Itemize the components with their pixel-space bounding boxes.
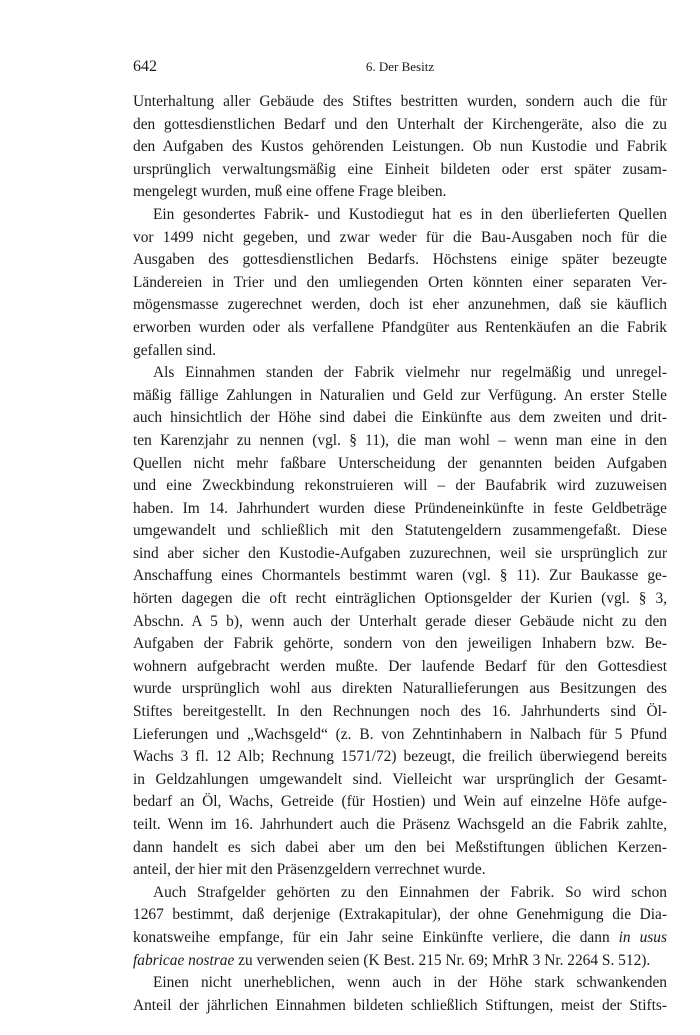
text-line: den gottesdienstlichen Bedarf und den Unterhalt der Kirchengeräte, also die zu — [133, 115, 667, 133]
page-header — [133, 58, 667, 82]
text-line: bedarf an Öl, Wachs, Getreide (für Hostien) und Wein auf einzelne Höfe aufge- — [133, 793, 667, 811]
text-line: anteil, der hier mit den Präsenzgeldern verrechnet wurde. — [133, 861, 486, 879]
text-line: Wachs 3 fl. 12 Alb; Rechnung 1571/72) bezeugt, die freilich überwiegend bereits — [133, 748, 667, 766]
text-line: fabricae nostrae zu verwenden seien (K Best. 215 Nr. 69; MrhR 3 Nr. 2264 S. 512). — [133, 951, 651, 969]
text-line: 1267 bestimmt, daß derjenige (Extrakapitular), der ohne Genehmigung die Dia- — [133, 906, 667, 924]
text-line: gefallen sind. — [133, 341, 216, 359]
text-line: Anteil der jährlichen Einnahmen bildeten schließlich Stiftungen, meist der Stifts- — [133, 996, 667, 1014]
text-line: Ländereien in Trier und den umliegenden Orten könnten einer separaten Ver- — [133, 273, 667, 291]
text-line: konatsweihe empfange, für ein Jahr seine Einkünfte verliere, die dann in usus — [133, 928, 667, 946]
text-line: vor 1499 nicht gegeben, und zwar weder für die Bau-Ausgaben noch für die — [133, 228, 667, 246]
text-line: Aufgaben der Fabrik gehörte, sondern von den jeweiligen Inhabern bzw. Be- — [133, 635, 667, 653]
text-line: und eine Zweckbindung rekonstruieren will – der Baufabrik wird zuzuweisen — [133, 477, 667, 495]
text-line: Als Einnahmen standen der Fabrik vielmehr nur regelmäßig und unregel- — [153, 364, 667, 382]
text-line: Unterhaltung aller Gebäude des Stiftes bestritten wurden, sondern auch die für — [133, 93, 667, 110]
text-line: ursprünglich verwaltungsmäßig eine Einheit bildeten oder erst später zusam- — [133, 160, 667, 178]
body-text — [133, 91, 667, 1017]
text-line: Stiftes bereitgestellt. In den Rechnungen noch des 16. Jahrhunderts sind Öl- — [133, 703, 667, 721]
text-line: Abschn. A 5 b), wenn auch der Unterhalt gerade dieser Gebäude nicht zu den — [133, 612, 667, 630]
text-line: umgewandelt und schließlich mit den Statutengeldern zusammengefaßt. Diese — [133, 522, 667, 540]
text-line: Einen nicht unerheblichen, wenn auch in der Höhe stark schwankenden — [153, 974, 667, 992]
text-line: mengelegt wurden, muß eine offene Frage bleiben. — [133, 183, 447, 201]
paragraph — [133, 91, 667, 204]
text-line: Anschaffung eines Chormantels bestimmt waren (vgl. § 11). Zur Baukasse ge- — [133, 567, 667, 585]
text-line: haben. Im 14. Jahrhundert wurden diese Pründeneinkünfte in feste Geldbeträge — [133, 499, 667, 517]
paragraph — [133, 362, 667, 882]
text-line: wurde ursprünglich wohl aus direkten Naturallieferungen aus Besitzungen des — [133, 680, 667, 698]
paragraph — [133, 204, 667, 362]
text-line: erworben wurden oder als verfallene Pfandgüter aus Rentenkäufen an die Fabrik — [133, 318, 667, 336]
text-line: dann handelt es sich dabei aber um den bei Meßstiftungen üblichen Kerzen- — [133, 838, 667, 856]
page-number: 642 — [133, 58, 157, 75]
text-line: auch hinsichtlich der Höhe sind dabei die Einkünfte aus dem zweiten und drit- — [133, 409, 667, 427]
text-line: ten Karenzjahr zu nennen (vgl. § 11), die man wohl – wenn man eine in den — [133, 431, 667, 449]
running-title: 6. Der Besitz — [365, 59, 435, 74]
text-line: Auch Strafgelder gehörten zu den Einnahmen der Fabrik. So wird schon — [153, 883, 667, 901]
text-line: teilt. Wenn im 16. Jahrhundert auch die Präsenz Wachsgeld an die Fabrik zahlte, — [133, 816, 667, 833]
text-line: in Geldzahlungen umgewandelt sind. Vielleicht war ursprünglich der Gesamt- — [133, 770, 667, 788]
paragraph — [133, 882, 667, 972]
text-line: den Aufgaben des Kustos gehörenden Leistungen. Ob nun Kustodie und Fabrik — [133, 138, 667, 156]
text-line: Quellen nicht mehr faßbare Unterscheidung der genannten beiden Aufgaben — [133, 454, 667, 472]
text-line: sind aber sicher den Kustodie-Aufgaben zuzurechnen, weil sie ursprünglich zur — [133, 544, 667, 562]
text-line: mäßig fällige Zahlungen in Naturalien und Geld zur Verfügung. An erster Stelle — [133, 386, 667, 404]
text-line: mögensmasse zugerechnet werden, doch ist eher anzunehmen, daß sie käuflich — [133, 296, 667, 314]
text-line: Ein gesondertes Fabrik- und Kustodiegut hat es in den überlieferten Quellen — [153, 205, 667, 223]
text-line: Lieferungen und „Wachsgeld“ (z. B. von Zehntinhabern in Nalbach für 5 Pfund — [133, 725, 667, 743]
text-line: Ausgaben des gottesdienstlichen Bedarfs. Höchstens einige später bezeugte — [133, 251, 667, 269]
text-line: hörten dagegen die oft recht einträglichen Optionsgelder der Kurien (vgl. § 3, — [133, 590, 667, 608]
text-line: wohnern aufgebracht werden mußte. Der laufende Bedarf für den Gottesdiest — [133, 657, 667, 675]
paragraph — [133, 972, 667, 1017]
